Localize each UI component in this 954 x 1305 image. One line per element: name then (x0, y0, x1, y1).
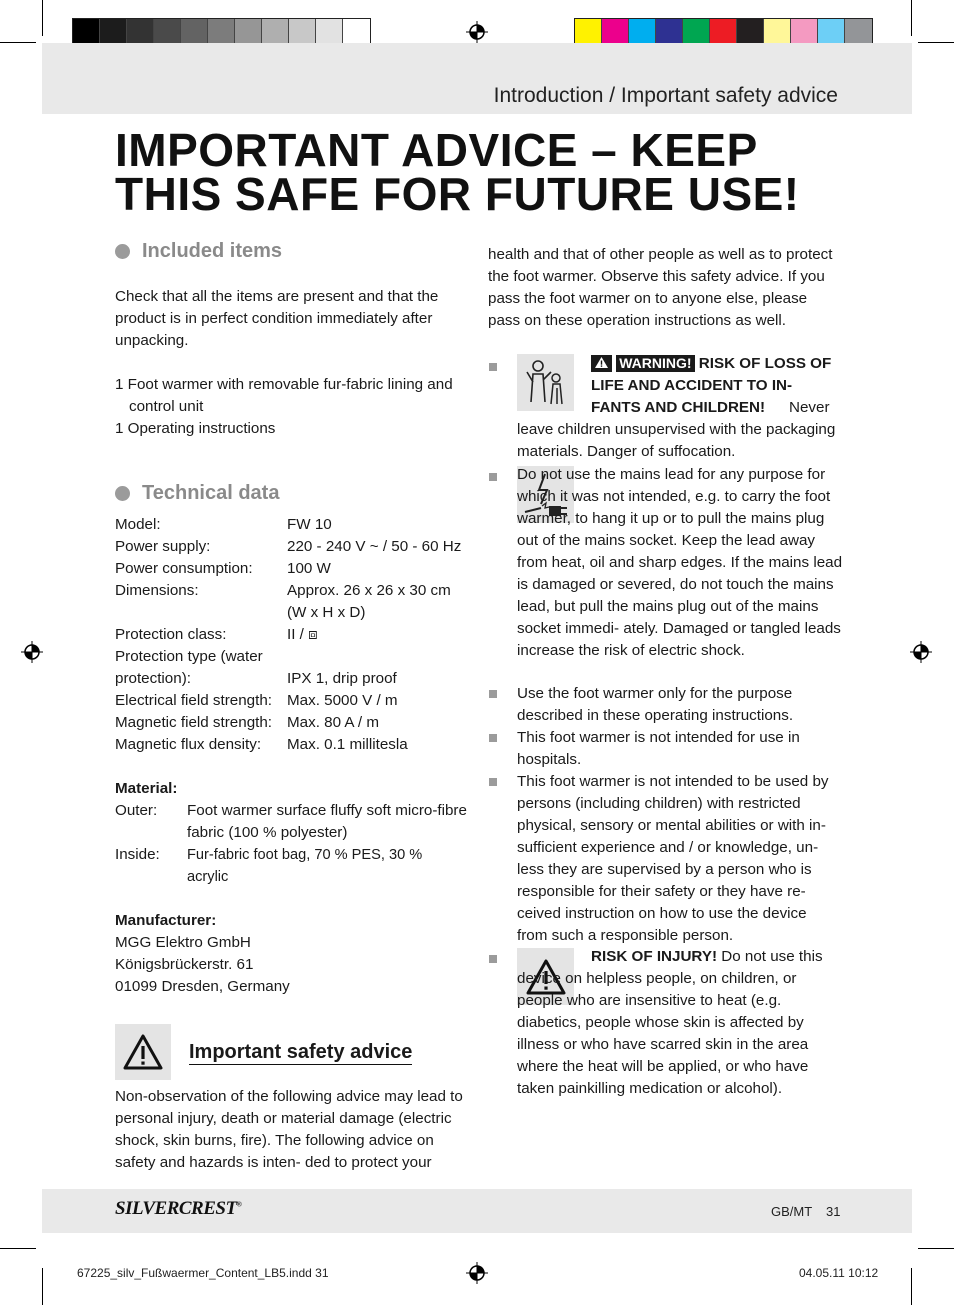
safety-intro: Non-observation of the following advice may lead to personal injury, death or material damage (electric shock, skin burns, fire). The following advice on safety and hazards is inten- ded to protect your (115, 1088, 463, 1171)
color-swatch (154, 19, 181, 46)
color-swatch (683, 19, 710, 46)
warning-triangle-icon (115, 1024, 171, 1080)
material-label: Inside: (115, 846, 160, 863)
color-swatch (127, 19, 154, 46)
manufacturer-line: MGG Elektro GmbH (115, 934, 251, 951)
material-value: Fur-fabric foot bag, 70 % PES, 30 % acrylic (187, 847, 423, 885)
spec-label: Electrical field strength: (115, 692, 273, 709)
spec-label: Protection type (water protection): (115, 648, 263, 687)
spec-table (115, 514, 467, 756)
injury-block (517, 946, 843, 1100)
color-swatch (343, 19, 370, 46)
square-bullet (489, 778, 497, 786)
square-bullet (489, 955, 497, 963)
mains-lead-text: Do not use the mains lead for any purpose for which it was not intended, e.g. to carry the foot warmer, to hang it up or to pull the mains plug out of the mains socket. Keep the lead away from heat, oil and sharp edges. If the mains lead is damaged or severed, do not touch the mains lead, but pull the mains plug out of the mains socket immedi- ately. Damaged or tangled leads increase the risk of electric shock. (517, 466, 843, 659)
page-title: IMPORTANT ADVICE – KEEP THIS SAFE FOR FUTURE USE! (115, 124, 800, 220)
color-swatch (100, 19, 127, 46)
material-label: Outer: (115, 802, 158, 819)
injury-text: Do not use this device on helpless people, on children, or people who are insensitive to heat (e.g. diabetics, people whose skin is affected by illness or who have scarred skin in the area where the heat will be applied, or who have taken painkilling medication or alcohol). (517, 948, 823, 1097)
bullet-text: This foot warmer is not intended for use in hospitals. (517, 729, 800, 768)
manufacturer-line: 01099 Dresden, Germany (115, 978, 290, 995)
color-swatch (208, 19, 235, 46)
technical-data-heading: Technical data (115, 482, 467, 504)
included-items-list (115, 374, 467, 440)
spec-label: Dimensions: (115, 582, 199, 599)
locale-label: GB/MT (771, 1204, 813, 1219)
spec-label: Power supply: (115, 538, 211, 555)
color-swatch (818, 19, 845, 46)
file-name: 67225_silv_Fußwaermer_Content_LB5.indd 31 (77, 1266, 329, 1280)
material-value: Foot warmer surface fluffy soft micro-fibre fabric (100 % polyester) (187, 802, 467, 841)
registration-mark-icon (21, 641, 43, 663)
registration-mark-icon (466, 1262, 488, 1284)
spec-value: 100 W (287, 560, 331, 577)
included-items-heading: Included items (115, 240, 467, 262)
injury-title: RISK OF INJURY! (591, 948, 718, 965)
safety-heading-row (115, 1024, 467, 1080)
spec-value: II / ⧈ (287, 626, 318, 643)
print-date: 04.05.11 10:12 (799, 1266, 879, 1280)
color-swatch (602, 19, 629, 46)
safety-continuation: health and that of other people as well as to protect the foot warmer. Observe this safety advice. If you pass the foot warmer on to anyone else, please pass on these operation instructions as well. (488, 246, 833, 329)
warning-text: Never leave children unsupervised with the packaging materials. Danger of suffocation. (517, 399, 836, 460)
safety-heading: Important safety advice (189, 1040, 413, 1063)
color-swatch (575, 19, 602, 46)
warning-title: RISK OF LOSS OF LIFE AND ACCIDENT TO IN- FANTS AND CHILDREN! (591, 355, 832, 416)
color-swatch (845, 19, 872, 46)
spec-value: Max. 5000 V / m (287, 692, 398, 709)
spec-value: 220 - 240 V ~ / 50 - 60 Hz (287, 538, 462, 555)
spec-value: Max. 80 A / m (287, 714, 380, 731)
color-swatch (316, 19, 343, 46)
color-swatch (791, 19, 818, 46)
spec-value: Max. 0.1 millitesla (287, 736, 408, 753)
color-swatch (629, 19, 656, 46)
section-title: Introduction / Important safety advice (493, 84, 838, 107)
list-item: 1 Operating instructions (115, 420, 276, 437)
manufacturer-line: Königsbrückerstr. 61 (115, 956, 254, 973)
color-swatch (764, 19, 791, 46)
material-table (115, 800, 467, 888)
manufacturer-heading: Manufacturer: (115, 912, 217, 929)
brand-logo: SILVERCREST® (115, 1198, 242, 1219)
spec-label: Magnetic field strength: (115, 714, 273, 731)
page-number: 31 (826, 1204, 841, 1219)
included-items-intro: Check that all the items are present and that the product is in perfect condition immediately after unpacking. (115, 288, 439, 349)
spec-label: Protection class: (115, 626, 227, 643)
spec-label: Magnetic flux density: (115, 736, 262, 753)
left-column (115, 240, 467, 1174)
color-swatch (737, 19, 764, 46)
spec-label: Power consumption: (115, 560, 253, 577)
registration-mark-icon (910, 641, 932, 663)
square-bullet (489, 473, 497, 481)
warning-label: WARNING! (616, 355, 694, 372)
square-bullet (489, 363, 497, 371)
color-swatch (181, 19, 208, 46)
square-bullet (489, 734, 497, 742)
list-item: 1 Foot warmer with removable fur-fabric lining and control unit (115, 376, 453, 415)
registration-mark-icon (466, 21, 488, 43)
spec-value: FW 10 (287, 516, 332, 533)
right-column (488, 244, 842, 332)
color-swatch (289, 19, 316, 46)
bullet-dot-icon (115, 244, 130, 259)
spec-value: IPX 1, drip proof (287, 670, 397, 687)
color-swatch (710, 19, 737, 46)
material-heading: Material: (115, 780, 178, 797)
bullet-text: This foot warmer is not intended to be used by persons (including children) with restricted physical, sensory or mental abilities or with in- sufficient experience and / or knowledge, un- less they are supervised by a person who is responsible for their safety or they have re- ceived instruction on how to use the device from such a responsible person. (517, 773, 829, 944)
bullet-dot-icon (115, 486, 130, 501)
color-swatch (235, 19, 262, 46)
spec-value: Approx. 26 x 26 x 30 cm (W x H x D) (287, 582, 451, 621)
color-swatch (656, 19, 683, 46)
color-swatch (73, 19, 100, 46)
warning-badge (591, 355, 612, 372)
square-bullet (489, 690, 497, 698)
spec-label: Model: (115, 516, 161, 533)
color-swatch (262, 19, 289, 46)
bullet-text: Use the foot warmer only for the purpose described in these operating instructions. (517, 685, 794, 724)
